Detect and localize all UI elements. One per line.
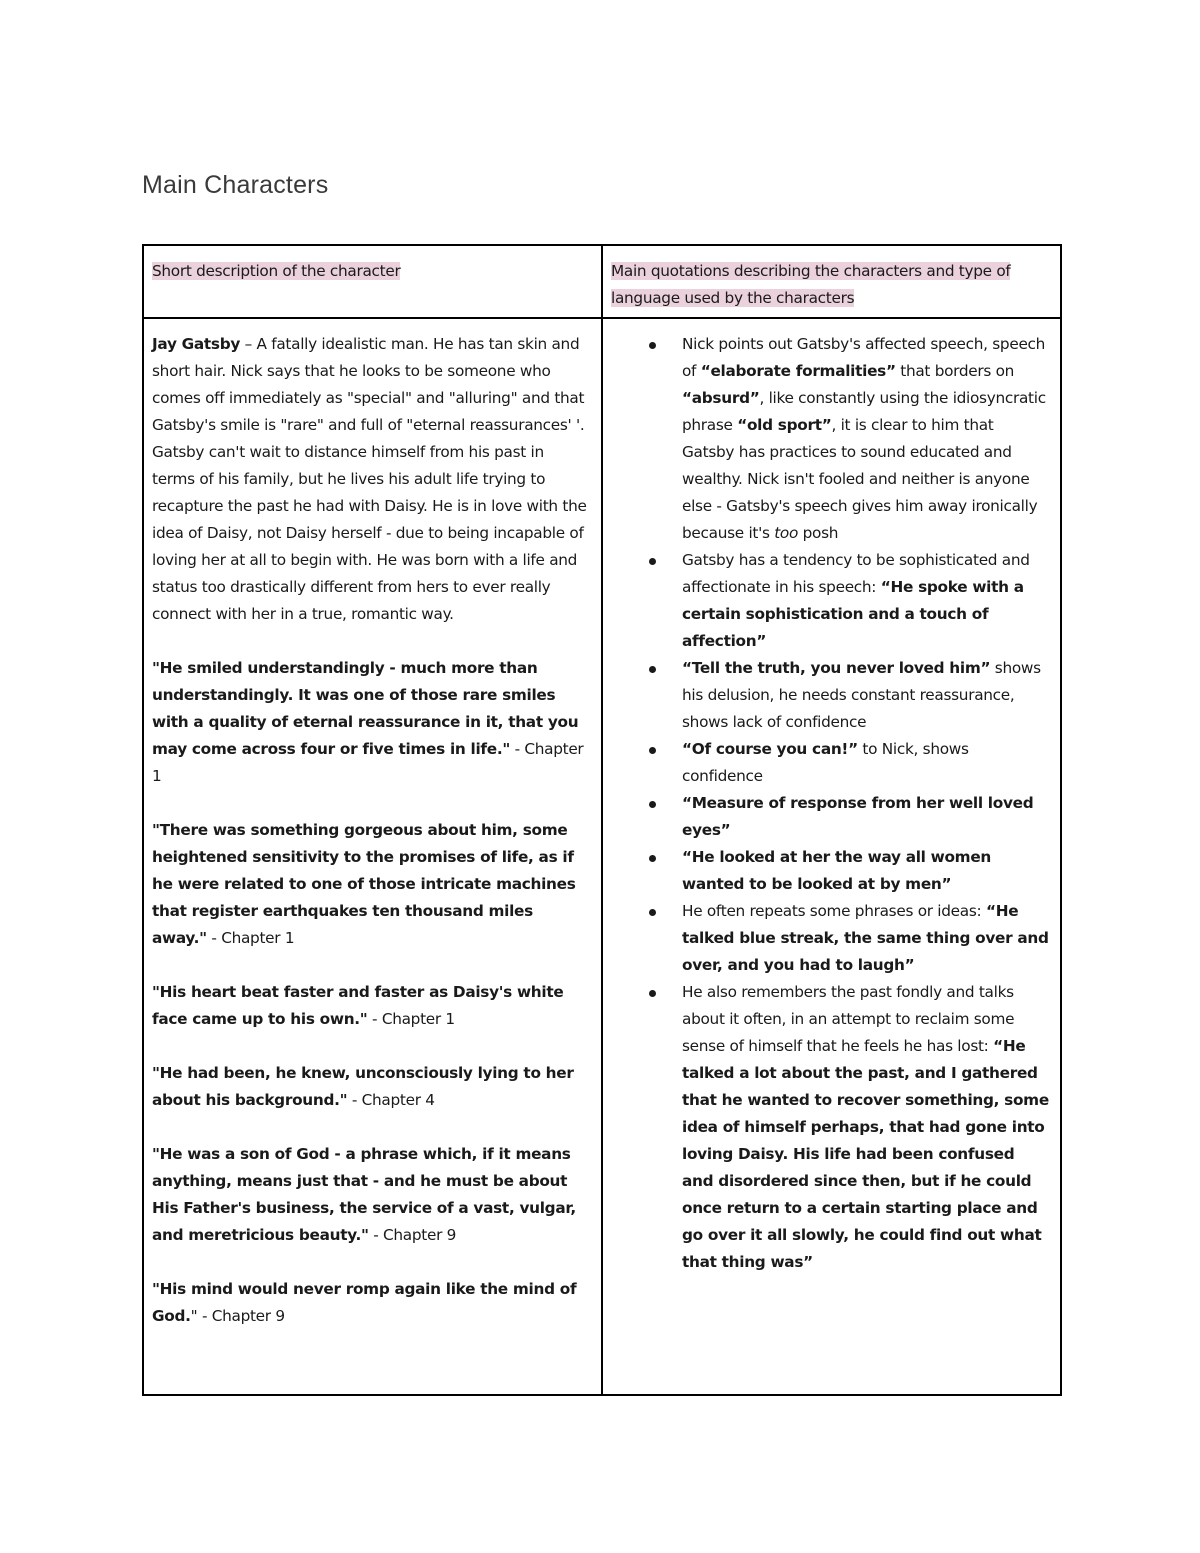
bullet-icon	[649, 342, 656, 349]
quote-source: " - Chapter 9	[190, 1307, 285, 1325]
list-item	[611, 790, 1050, 844]
quote-text: "His mind would never romp again like the mind of God.	[152, 1280, 577, 1325]
character-name: Jay Gatsby	[152, 335, 241, 353]
bullet-icon	[649, 666, 656, 673]
table-header-row	[143, 245, 1061, 318]
list-item-text: to Nick, shows confidence	[682, 740, 969, 785]
list-item-emphasis: too	[774, 524, 799, 542]
bullet-icon	[649, 990, 656, 997]
list-item-text: He also remembers the past fondly and talks about it often, in an attempt to reclaim some sense of himself that he feels he has lost:	[682, 983, 1015, 1055]
quotations-cell	[602, 318, 1061, 1395]
bullet-icon	[649, 801, 656, 808]
header-cell-description	[143, 245, 602, 318]
list-item-quote: “old sport”	[737, 416, 832, 434]
list-item	[611, 736, 1050, 790]
list-item-text: He often repeats some phrases or ideas:	[682, 902, 986, 920]
list-item	[611, 979, 1050, 1276]
list-item-quote: “He talked a lot about the past, and I gathered that he wanted to recover something, some idea of himself perhaps, that had gone into loving Daisy. His life had been confused and disordered since then, but if he could once return to a certain starting place and go over it all slowly, he could find out what that thing was”	[682, 1037, 1049, 1271]
header-cell-quotations	[602, 245, 1061, 318]
bullet-icon	[649, 747, 656, 754]
list-item-text: Nick points out Gatsby's affected speech, speech of	[682, 335, 1046, 380]
bullet-icon	[649, 558, 656, 565]
quote-source: - Chapter 9	[368, 1226, 457, 1244]
list-item	[611, 898, 1050, 979]
quote-block	[152, 817, 589, 952]
bullet-icon	[649, 909, 656, 916]
list-item	[611, 655, 1050, 736]
list-item-quote: “absurd”	[682, 389, 760, 407]
characters-table	[142, 244, 1062, 1396]
list-item-quote: “elaborate formalities”	[700, 362, 896, 380]
quote-source: - Chapter 1	[367, 1010, 455, 1028]
bullet-icon	[649, 855, 656, 862]
description-cell	[143, 318, 602, 1395]
quote-source: - Chapter 1	[206, 929, 295, 947]
list-item-quote: “He looked at her the way all women wanted to be looked at by men”	[682, 848, 991, 893]
quotations-list	[611, 331, 1050, 1276]
header-description-label: Short description of the character	[152, 262, 401, 280]
quote-source: - Chapter 1	[152, 740, 584, 785]
quote-text: "He was a son of God - a phrase which, if it means anything, means just that - and he must be about His Father's business, the service of a vast, vulgar, and meretricious beauty."	[152, 1145, 576, 1244]
character-description-text: – A fatally idealistic man. He has tan skin and short hair. Nick says that he looks to be someone who comes off immediately as "special" and "alluring" and that Gatsby's smile is "rare" and full of "eternal reassurances' '. Gatsby can't wait to distance himself from his past in terms of his family, but he lives his adult life trying to recapture the past he had with Daisy. He is in love with the idea of Daisy, not Daisy herself - due to being incapable of loving her at all to begin with. He was born with a life and status too drastically different from hers to ever really connect with her in a true, romantic way.	[152, 335, 587, 623]
list-item-quote: “He talked blue streak, the same thing over and over, and you had to laugh”	[682, 902, 1049, 974]
character-description	[152, 331, 589, 628]
page-title: Main Characters	[142, 171, 329, 199]
list-item-text: , like constantly using the idiosyncratic phrase	[682, 389, 1046, 434]
quote-text: "There was something gorgeous about him, some heightened sensitivity to the promises of life, as if he were related to one of those intricate machines that register earthquakes ten thousand miles away."	[152, 821, 576, 947]
quote-block	[152, 1060, 589, 1114]
list-item-text: that borders on	[895, 362, 1015, 380]
quote-text: "His heart beat faster and faster as Daisy's white face came up to his own."	[152, 983, 564, 1028]
quote-block	[152, 1141, 589, 1249]
header-quotations-label: Main quotations describing the characters and type of language used by the characters	[611, 262, 1011, 307]
list-item	[611, 331, 1050, 547]
quote-block	[152, 655, 589, 790]
list-item-text: , it is clear to him that Gatsby has practices to sound educated and wealthy. Nick isn't fooled and neither is anyone else - Gatsby's speech gives him away ironically because it's	[682, 416, 1038, 542]
quote-source: - Chapter 4	[347, 1091, 435, 1109]
quote-text: "He smiled understandingly - much more than understandingly. It was one of those rare smiles with a quality of eternal reassurance in it, that you may come across four or five times in life."	[152, 659, 579, 758]
list-item-text: shows his delusion, he needs constant reassurance, shows lack of confidence	[682, 659, 1041, 731]
quote-text: "He had been, he knew, unconsciously lying to her about his background."	[152, 1064, 574, 1109]
list-item	[611, 547, 1050, 655]
quote-block	[152, 979, 589, 1033]
list-item-quote: “He spoke with a certain sophistication and a touch of affection”	[682, 578, 1024, 650]
list-item-text: Gatsby has a tendency to be sophisticated and affectionate in his speech:	[682, 551, 1030, 596]
list-item-quote: “Measure of response from her well loved eyes”	[682, 794, 1034, 839]
quote-block	[152, 1276, 589, 1330]
list-item-quote: “Tell the truth, you never loved him”	[682, 659, 991, 677]
list-item-quote: “Of course you can!”	[682, 740, 858, 758]
list-item-text: posh	[798, 524, 839, 542]
list-item	[611, 844, 1050, 898]
table-body-row	[143, 318, 1061, 1395]
